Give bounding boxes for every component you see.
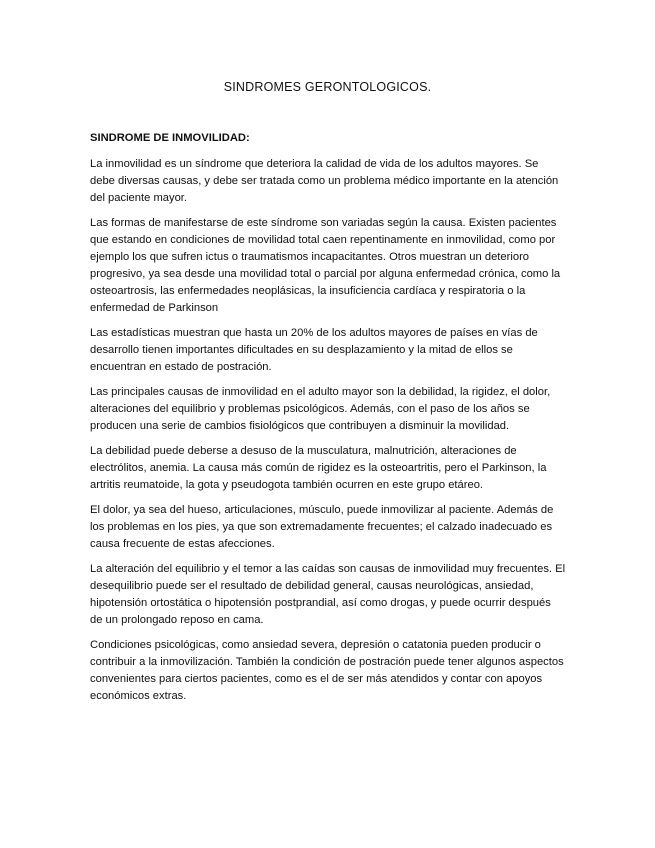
section-heading: SINDROME DE INMOVILIDAD: [90,132,250,144]
page-title: SINDROMES GERONTOLOGICOS. [223,80,432,94]
paragraph-5: La debilidad puede deberse a desuso de la musculatura, malnutrición, alteraciones de electrólitos, anemia. La causa más común de rigidez es la osteoartritis, pero el Parkinson, la artritis reumatoide, la gota y pseudogota también ocurren en este grupo etáreo. [90,445,547,491]
paragraph-3: Las estadísticas muestran que hasta un 20% de los adultos mayores de países en vías de desarrollo tienen importantes dificultades en su desplazamiento y la mitad de ellos se encuentran en estado de postración. [90,327,538,373]
document-body [90,130,566,713]
paragraph-7: La alteración del equilibrio y el temor a las caídas son causas de inmovilidad muy frecuentes. El desequilibrio puede ser el resultado de debilidad general, causas neurológicas, ansiedad, hipotensión ortostática o hipotensión postprandial, así como drogas, y puede ocurrir después de un prolongado reposo en cama. [90,563,566,626]
paragraph-6: El dolor, ya sea del hueso, articulaciones, músculo, puede inmovilizar al paciente. Además de los problemas en los pies, ya que son extremadamente frecuentes; el calzado inadecuado es causa frecuente de estas afecciones. [90,504,554,550]
paragraph-1: La inmovilidad es un síndrome que deteriora la calidad de vida de los adultos mayores. Se debe diversas causas, y debe ser tratada como un problema médico importante en la atención del paciente mayor. [90,158,559,204]
paragraph-2: Las formas de manifestarse de este síndrome son variadas según la causa. Existen pacientes que estando en condiciones de movilidad total caen repentinamente en inmovilidad, como por ejemplo los que sufren ictus o traumatismos incapacitantes. Otros muestran un deterioro progresivo, ya sea desde una movilidad total o parcial por alguna enfermedad crónica, como la osteoartrosis, las enfermedades neoplásicas, la insuficiencia cardíaca y respiratoria o la enfermedad de Parkinson [90,217,561,314]
paragraph-8: Condiciones psicológicas, como ansiedad severa, depresión o catatonia pueden producir o contribuir a la inmovilización. También la condición de postración puede tener algunos aspectos convenientes para ciertos pacientes, como es el de ser más atendidos y contar con apoyos económicos extras. [90,639,564,702]
paragraph-4: Las principales causas de inmovilidad en el adulto mayor son la debilidad, la rigidez, el dolor, alteraciones del equilibrio y problemas psicológicos. Además, con el paso de los años se producen una serie de cambios fisiológicos que contribuyen a disminuir la movilidad. [90,386,551,432]
